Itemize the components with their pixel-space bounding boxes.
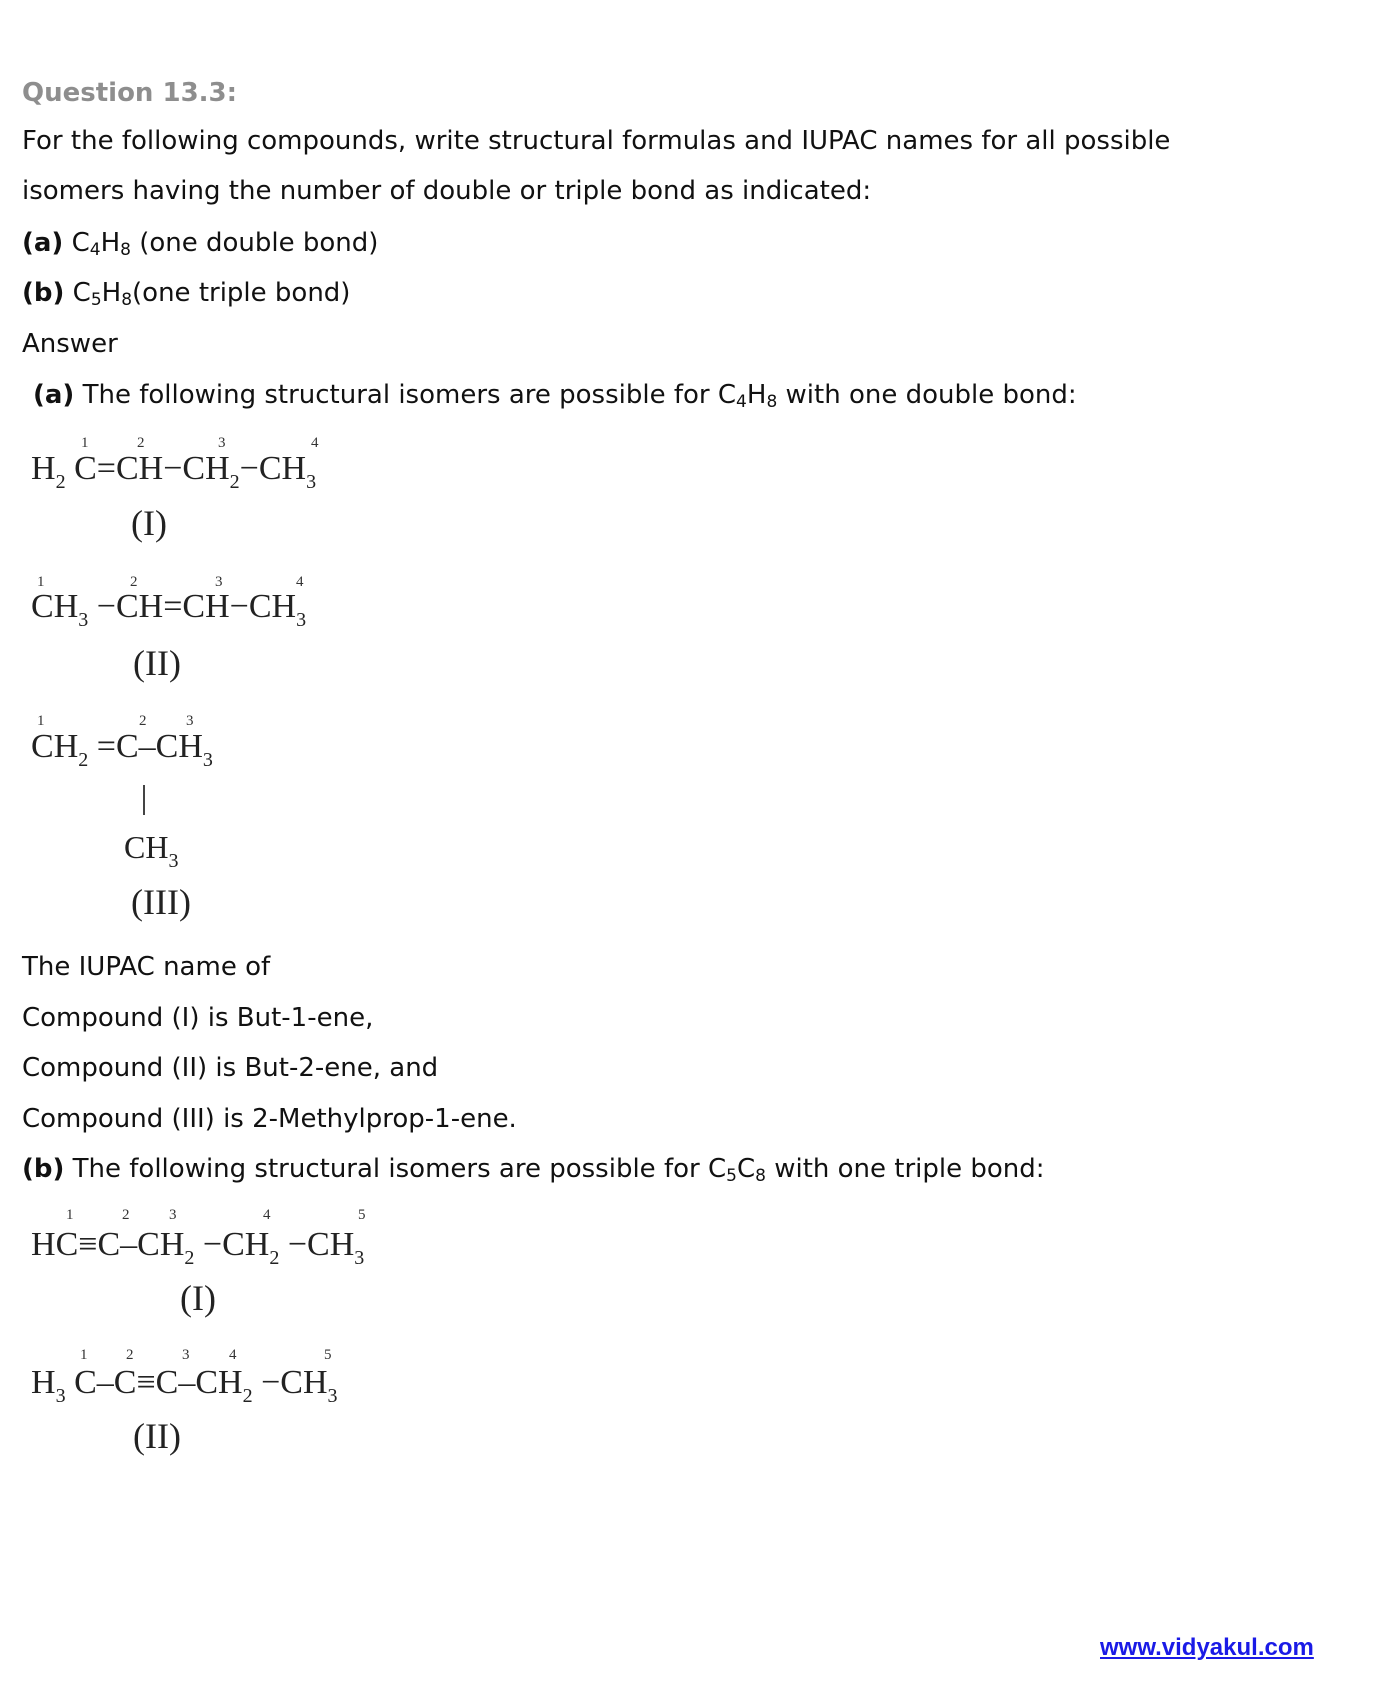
structural-formula: $H_2$ $C=CH-CH_2-CH_3$: [31, 450, 317, 493]
part-a-text: (one double bond): [139, 228, 379, 258]
structure-label: (I): [180, 1278, 216, 1318]
carbon-number: 2: [137, 435, 145, 451]
structure-label: (II): [133, 643, 181, 683]
part-a-label: (a): [22, 228, 64, 258]
structural-formula: $H_3$ $C-C\equiv C-CH_2 -CH_3$: [31, 1364, 338, 1407]
answer-b-formula: $C_5C_8$: [707, 1154, 766, 1186]
carbon-number: 5: [358, 1207, 366, 1223]
answer-heading: Answer: [22, 329, 118, 359]
structural-formula: $HC\equiv C-CH_2 -CH_2 -CH_3$: [31, 1226, 365, 1269]
iupac-name-1: Compound (I) is But-1-ene,: [22, 1003, 374, 1033]
carbon-number: 3: [186, 713, 194, 729]
carbon-number: 1: [37, 713, 45, 729]
part-b-text: (one triple bond): [132, 278, 351, 308]
carbon-number: 4: [311, 435, 319, 451]
carbon-number: 1: [81, 435, 89, 451]
iupac-name-3: Compound (III) is 2-Methylprop-1-ene.: [22, 1104, 517, 1134]
carbon-number: 1: [66, 1207, 74, 1223]
carbon-number: 3: [182, 1347, 190, 1363]
question-text-line-2: isomers having the number of double or triple bond as indicated:: [22, 176, 872, 206]
carbon-number: 2: [126, 1347, 134, 1363]
carbon-number: 3: [215, 574, 223, 590]
carbon-number: 2: [122, 1207, 130, 1223]
single-bond-line: [143, 785, 145, 815]
carbon-number: 2: [139, 713, 147, 729]
carbon-number: 1: [37, 574, 45, 590]
carbon-number: 5: [324, 1347, 332, 1363]
vidyakul-link[interactable]: www.vidyakul.com: [1100, 1634, 1314, 1661]
carbon-number: 4: [296, 574, 304, 590]
answer-a-formula: $C_4H_8$: [717, 380, 778, 412]
iupac-intro: The IUPAC name of: [22, 952, 271, 982]
carbon-number: 4: [263, 1207, 271, 1223]
structure-label: (III): [131, 882, 191, 922]
answer-a-label: (a): [33, 380, 75, 410]
iupac-name-2: Compound (II) is But-2-ene, and: [22, 1053, 439, 1083]
part-a-formula: $C_4H_8$: [71, 228, 131, 260]
answer-b-label: (b): [22, 1154, 65, 1184]
structural-formula: $CH_3 -CH=CH-CH_3$: [31, 588, 307, 631]
part-b-label: (b): [22, 278, 65, 308]
structure-label: (II): [133, 1416, 181, 1456]
structure-label: (I): [131, 503, 167, 543]
part-b-formula: $C_5H_8$: [72, 278, 133, 310]
carbon-number: 2: [130, 574, 138, 590]
answer-b-intro: (b) The following structural isomers are possible for $C_5C_8$ with one triple bond:: [22, 1154, 1045, 1186]
question-part-a: [22, 230, 378, 259]
structural-formula: $CH_2 =C-CH_3$: [31, 728, 213, 771]
carbon-number: 3: [218, 435, 226, 451]
branch-methyl: $CH_3$: [124, 829, 179, 872]
answer-a-intro: (a) The following structural isomers are possible for $C_4H_8$ with one double bond:: [33, 380, 1077, 412]
question-part-b: [22, 280, 350, 309]
question-title: Question 13.3:: [22, 78, 238, 108]
carbon-number: 1: [80, 1347, 88, 1363]
question-text-line-1: For the following compounds, write structural formulas and IUPAC names for all possible: [22, 126, 1171, 156]
carbon-number: 4: [229, 1347, 237, 1363]
carbon-number: 3: [169, 1207, 177, 1223]
